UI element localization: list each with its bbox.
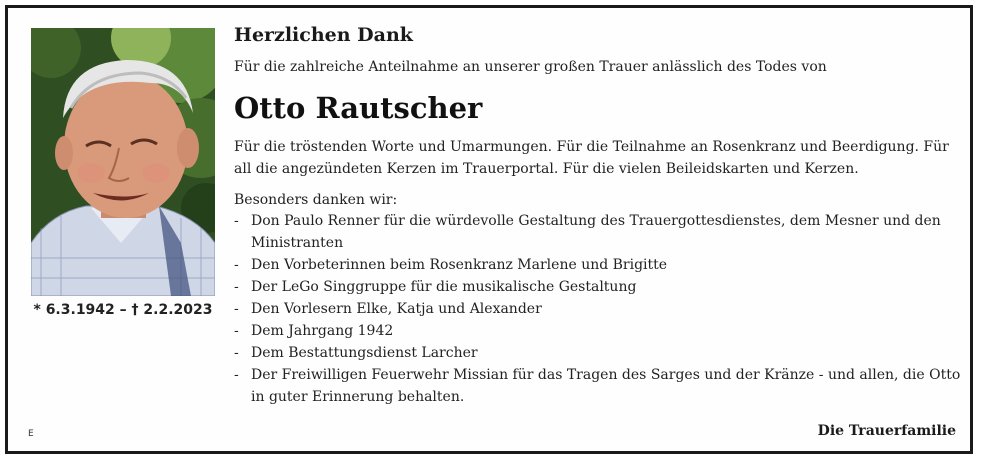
- list-item-text: Den Vorlesern Elke, Katja und Alexander: [251, 301, 542, 317]
- list-marker: -: [234, 301, 239, 317]
- list-marker: -: [234, 213, 239, 229]
- list-item: [234, 320, 964, 342]
- list-item: [234, 298, 964, 320]
- list-item: [234, 210, 964, 254]
- list-marker: -: [234, 367, 239, 383]
- list-item: [234, 254, 964, 276]
- special-thanks-label: Besonders danken wir:: [234, 192, 398, 208]
- obituary-card: [5, 5, 973, 454]
- corner-mark: E: [28, 429, 34, 439]
- notice-heading: Herzlichen Dank: [234, 24, 413, 46]
- list-item: [234, 364, 964, 408]
- signature: Die Trauerfamilie: [817, 423, 956, 439]
- list-item: [234, 276, 964, 298]
- list-marker: -: [234, 279, 239, 295]
- portrait-photo: [31, 28, 215, 296]
- list-marker: -: [234, 257, 239, 273]
- list-item-text: Don Paulo Renner für die würdevolle Gestaltung des Trauergottesdienstes, dem Mesner und den Ministranten: [251, 213, 941, 251]
- thanks-list: [234, 210, 964, 408]
- thanks-paragraph: Für die tröstenden Worte und Umarmungen. Für die Teilnahme an Rosenkranz und Beerdigung. Für all die angezündeten Kerzen im Trauerportal. Für die vielen Beileidskarten und Kerzen.: [234, 139, 949, 177]
- deceased-name: Otto Rautscher: [234, 91, 483, 125]
- list-item-text: Der LeGo Singgruppe für die musikalische Gestaltung: [251, 279, 637, 295]
- intro-text: Für die zahlreiche Anteilnahme an unserer großen Trauer anlässlich des Todes von: [234, 59, 827, 75]
- list-item-text: Dem Bestattungsdienst Larcher: [251, 345, 478, 361]
- list-item: [234, 342, 964, 364]
- list-item-text: Den Vorbeterinnen beim Rosenkranz Marlene und Brigitte: [251, 257, 668, 273]
- list-item-text: Der Freiwilligen Feuerwehr Missian für das Tragen des Sarges und der Kränze - und allen, die Otto in guter Erinnerung behalten.: [251, 367, 961, 405]
- list-marker: -: [234, 345, 239, 361]
- list-marker: -: [234, 323, 239, 339]
- portrait-illustration: [31, 28, 215, 296]
- list-item-text: Dem Jahrgang 1942: [251, 323, 394, 339]
- life-dates: * 6.3.1942 – † 2.2.2023: [33, 302, 213, 318]
